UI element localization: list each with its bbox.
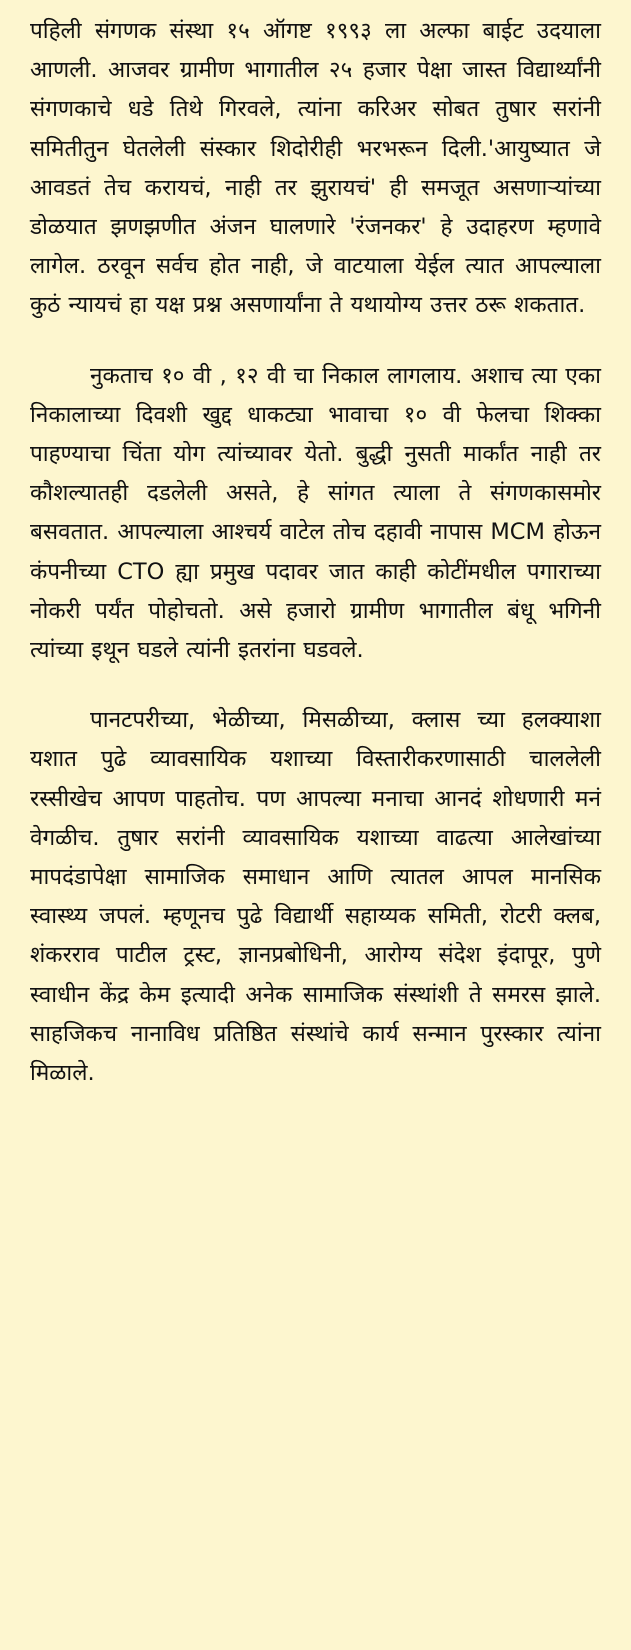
paragraph-2: नुकताच १० वी , १२ वी चा निकाल लागलाय. अशाच त्या एका निकालाच्या दिवशी खुद्द धाकट्या भावाचा १० वी फेलचा शिक्का पाहण्याचा चिंता योग त्यांच्यावर येतो. बुद्धी नुसती मार्कांत नाही तर कौशल्यातही दडलेली असते, हे सांगत त्याला ते संगणकासमोर बसवतात. आपल्याला आश्चर्य वाटेल तोच दहावी नापास MCM होऊन कंपनीच्या CTO ह्या प्रमुख पदावर जात काही कोटींमधील पगाराच्या नोकरी पर्यंत पोहोचतो. असे हजारो ग्रामीण भागातील बंधू भगिनी त्यांच्या इथून घडले त्यांनी इतरांना घडवले. bbox=[30, 362, 601, 664]
paragraph-1: पहिली संगणक संस्था १५ ऑगष्ट १९९३ ला अल्फा बाईट उदयाला आणली. आजवर ग्रामीण भागातील २५ हजार पेक्षा जास्त विद्यार्थ्यांनी संगणकाचे धडे तिथे गिरवले, त्यांना करिअर सोबत तुषार सरांनी समितीतुन घेतलेली संस्कार शिदोरीही भरभरून दिली.'आयुष्यात जे आवडतं तेच करायचं, नाही तर झुरायचं' ही समजूत असणाऱ्यांच्या डोळयात झणझणीत अंजन घालणारे 'रंजनकर' हे उदाहरण म्हणावे लागेल. ठरवून सर्वच होत नाही, जे वाटयाला येईल त्यात आपल्याला कुठं न्यायचं हा यक्ष प्रश्न असणार्यांना ते यथायोग्य उत्तर ठरू शकतात. bbox=[30, 18, 601, 319]
paragraph-3: पानटपरीच्या, भेळीच्या, मिसळीच्या, क्लास च्या हलक्याशा यशात पुढे व्यावसायिक यशाच्या विस्तारीकरणासाठी चाललेली रस्सीखेच आपण पाहतोच. पण आपल्या मनाचा आनदं शोधणारी मनं वेगळीच. तुषार सरांनी व्यावसायिक यशाच्या वाढत्या आलेखांच्या मापदंडापेक्षा सामाजिक समाधान आणि त्यातल आपल मानसिक स्वास्थ्य जपलं. म्हणूनच पुढे विद्यार्थी सहाय्यक समिती, रोटरी क्लब, शंकरराव पाटील ट्रस्ट, ज्ञानप्रबोधिनी, आरोग्य संदेश इंदापूर, पुणे स्वाधीन केंद्र केम इत्यादी अनेक सामाजिक संस्थांशी ते समरस झाले. साहजिकच नानाविध प्रतिष्ठित संस्थांचे कार्य सन्मान पुरस्कार त्यांना मिळाले. bbox=[30, 707, 601, 1087]
